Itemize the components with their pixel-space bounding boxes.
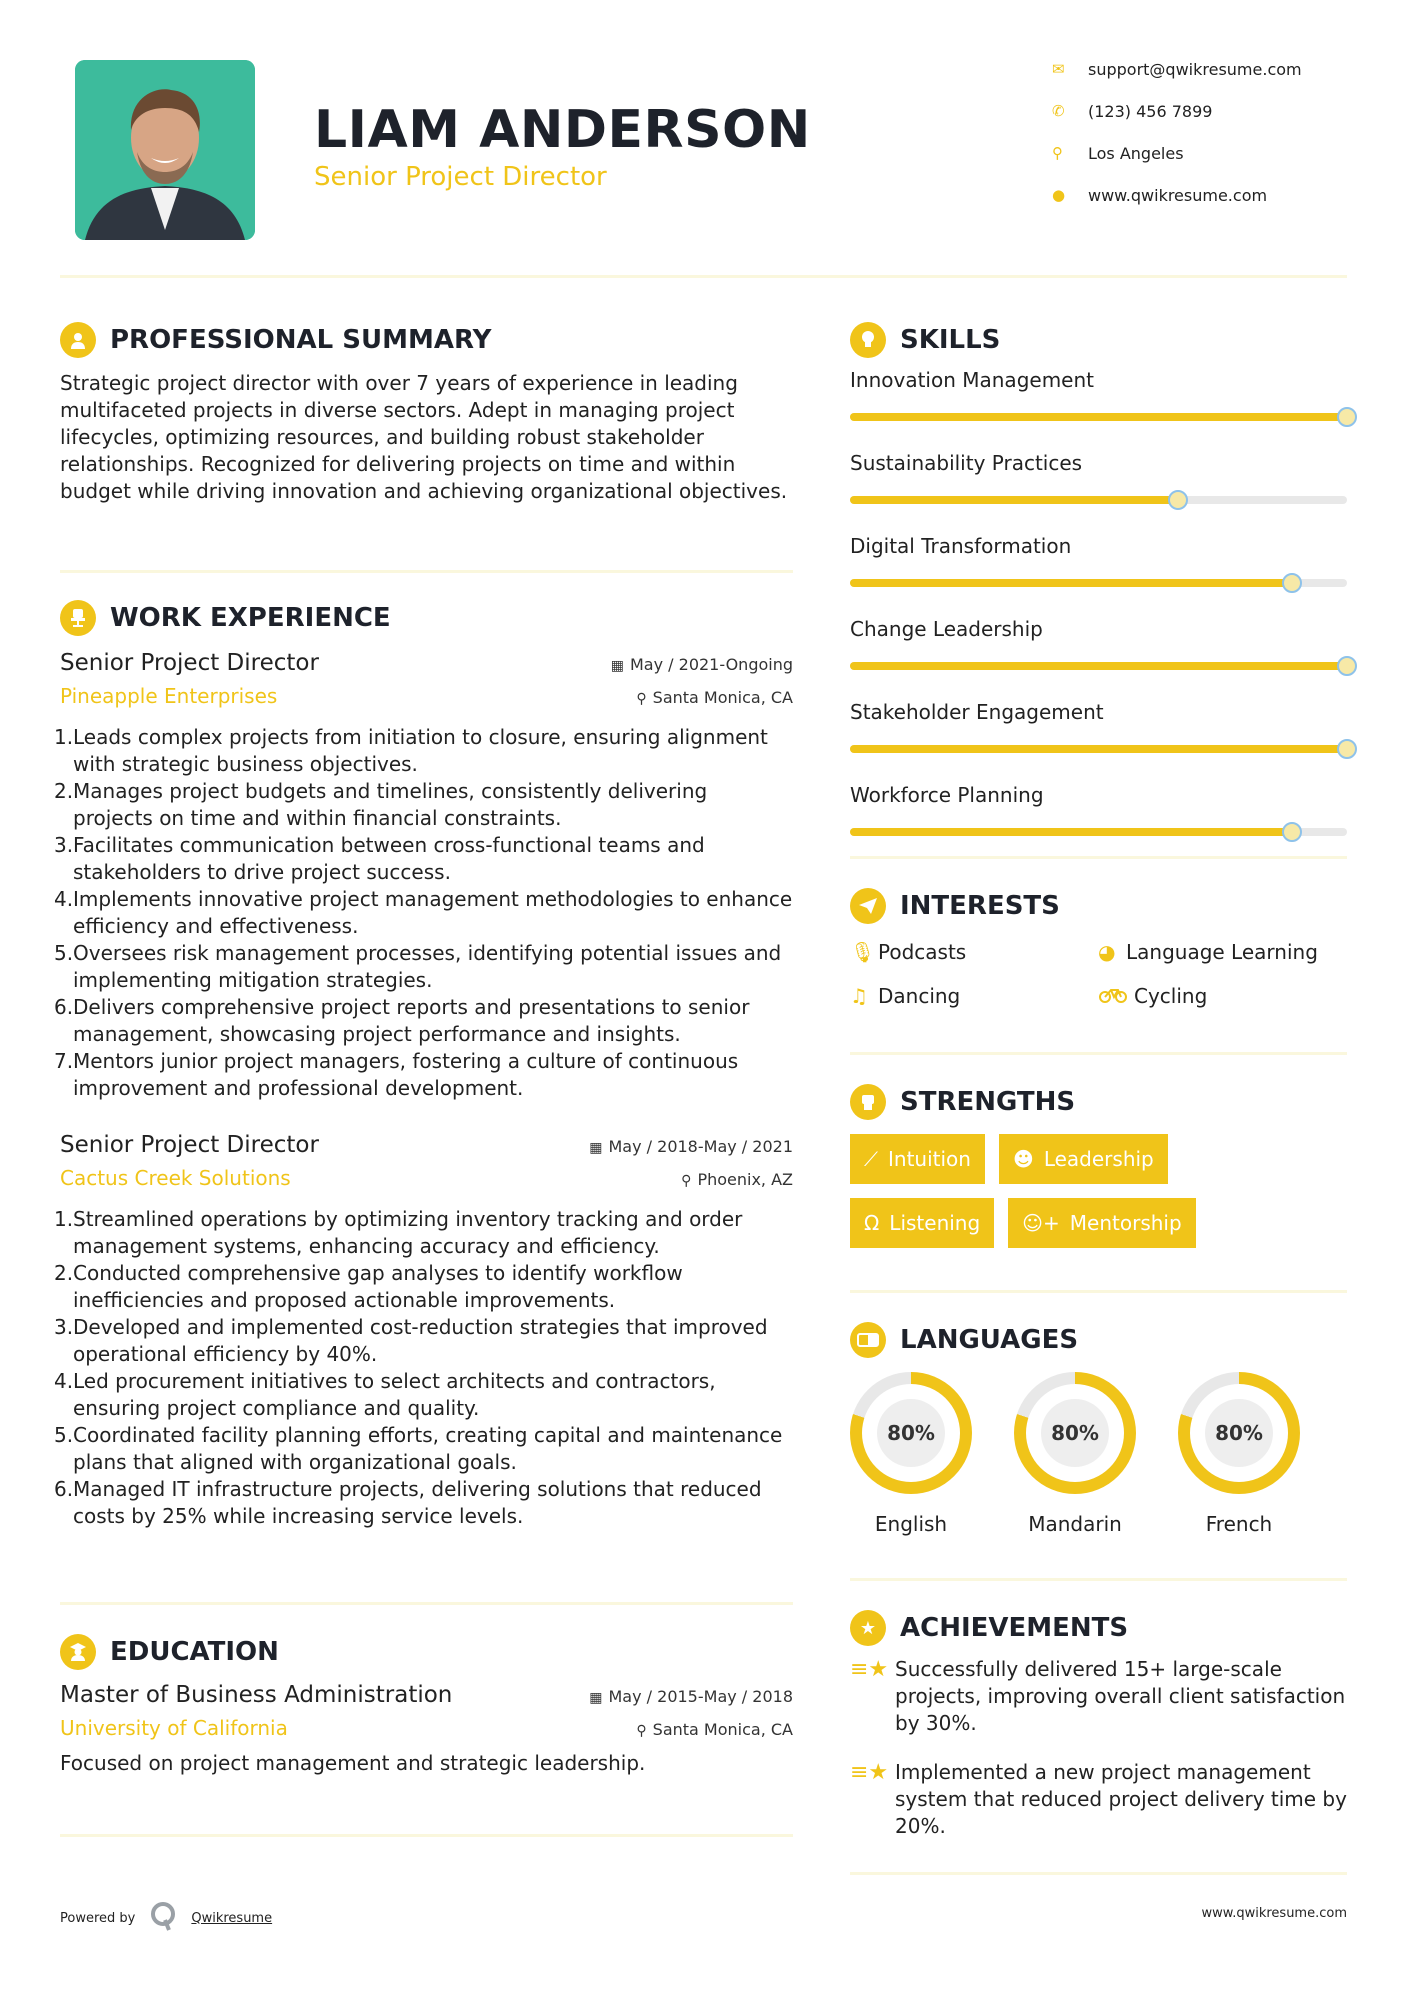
contact-phone-text: (123) 456 7899 bbox=[1088, 101, 1213, 121]
headphones-icon: Ω bbox=[864, 1211, 880, 1235]
language-ring: 80% bbox=[1014, 1372, 1136, 1494]
list-item: 2. Manages project budgets and timelines, consistently delivering projects on time and within financial constraints. bbox=[54, 779, 708, 830]
music-note-icon: ♫ bbox=[850, 984, 868, 1008]
strength-chip: ☺+ Mentorship bbox=[1008, 1198, 1196, 1248]
skill-bar bbox=[850, 745, 1347, 753]
skill-item bbox=[850, 617, 1347, 670]
work-experience-section bbox=[54, 600, 793, 1530]
skills-list bbox=[850, 368, 1347, 836]
interests-grid bbox=[850, 930, 1347, 1018]
skill-label: Change Leadership bbox=[850, 617, 1043, 641]
section-title: LANGUAGES bbox=[900, 1325, 1079, 1355]
skill-bar bbox=[850, 828, 1347, 836]
education-description: Focused on project management and strategic leadership. bbox=[60, 1751, 646, 1775]
section-title: EDUCATION bbox=[110, 1637, 279, 1667]
job-bullets bbox=[54, 724, 793, 1102]
magic-wand-icon: ⟋ bbox=[864, 1147, 878, 1171]
strength-chip: Ω Listening bbox=[850, 1198, 994, 1248]
interests-section bbox=[850, 888, 1347, 1018]
strengths-chips bbox=[850, 1134, 1347, 1262]
interest-item: ◕ Language Learning bbox=[1098, 940, 1318, 964]
education-section bbox=[60, 1634, 793, 1777]
list-item: 1. Leads complex projects from initiation to closure, ensuring alignment with strategic business objectives. bbox=[54, 725, 768, 776]
education-dates: ▦ May / 2015-May / 2018 bbox=[589, 1687, 793, 1706]
contact-email[interactable] bbox=[1050, 48, 1350, 90]
job-title: Senior Project Director bbox=[60, 1132, 319, 1158]
job-entry bbox=[54, 1132, 793, 1530]
qwikresume-logo-icon bbox=[149, 1900, 177, 1936]
users-icon: ☻ bbox=[1012, 1147, 1034, 1171]
translate-icon bbox=[850, 1322, 886, 1358]
footer-powered-by: Powered by Qwikresume bbox=[60, 1900, 272, 1936]
divider bbox=[60, 1602, 793, 1605]
list-item: 6. Delivers comprehensive project reports and presentations to senior management, showcasing project performance and insights. bbox=[54, 995, 750, 1046]
list-item: 1. Streamlined operations by optimizing inventory tracking and order management systems, enhancing accuracy and efficiency. bbox=[54, 1207, 743, 1258]
skill-bar bbox=[850, 413, 1347, 421]
pushpin-icon: ⚲ bbox=[636, 691, 647, 707]
profile-photo bbox=[75, 60, 255, 240]
office-chair-icon bbox=[60, 600, 96, 636]
job-entry bbox=[54, 650, 793, 1102]
phone-icon: ✆ bbox=[1052, 102, 1065, 120]
summary-text: Strategic project director with over 7 years of experience in leading multifaceted projects in diverse sectors. Adept in managing project lifecycles, optimizing resources, and building robust stakeholder relationships. Recognized for delivering projects on time and within budget while driving innovation and achieving organizational objectives. bbox=[60, 371, 788, 503]
globe-icon: ◕ bbox=[1098, 940, 1116, 964]
section-title: ACHIEVEMENTS bbox=[900, 1613, 1129, 1643]
degree: Master of Business Administration bbox=[60, 1682, 453, 1708]
achievement-item: ≡★ Successfully delivered 15+ large-scale projects, improving overall client satisfaction by 30%. bbox=[850, 1657, 1346, 1735]
list-item: 6. Managed IT infrastructure projects, delivering solutions that reduced costs by 25% while increasing service levels. bbox=[54, 1477, 762, 1528]
user-plus-icon: ☺+ bbox=[1022, 1211, 1060, 1235]
paper-plane-icon bbox=[850, 888, 886, 924]
list-item: 3. Facilitates communication between cross-functional teams and stakeholders to drive project success. bbox=[54, 833, 705, 884]
skill-bar bbox=[850, 662, 1347, 670]
map-pin-icon: ⚲ bbox=[1052, 144, 1063, 162]
candidate-name: LIAM ANDERSON bbox=[314, 100, 811, 160]
skill-label: Digital Transformation bbox=[850, 534, 1072, 558]
list-item: 5. Oversees risk management processes, identifying potential issues and implementing mitigation strategies. bbox=[54, 941, 782, 992]
achievements-section bbox=[850, 1610, 1347, 1862]
contact-location bbox=[1050, 132, 1350, 174]
footer-website-link[interactable]: www.qwikresume.com bbox=[1201, 1906, 1347, 1921]
calendar-icon: ▦ bbox=[589, 1140, 603, 1156]
job-title: Senior Project Director bbox=[60, 650, 319, 676]
star-icon: ≡★ bbox=[850, 1657, 889, 1682]
section-title: STRENGTHS bbox=[900, 1087, 1076, 1117]
candidate-title: Senior Project Director bbox=[314, 162, 607, 192]
contact-website-text: www.qwikresume.com bbox=[1088, 185, 1268, 205]
skill-label: Innovation Management bbox=[850, 368, 1094, 392]
language-item: 80% French bbox=[1178, 1372, 1300, 1536]
section-title: PROFESSIONAL SUMMARY bbox=[110, 325, 492, 355]
contact-location-text: Los Angeles bbox=[1088, 143, 1184, 163]
skill-item bbox=[850, 368, 1347, 421]
job-location: ⚲ Santa Monica, CA bbox=[636, 688, 793, 707]
language-ring: 80% bbox=[1178, 1372, 1300, 1494]
list-item: 4. Implements innovative project management methodologies to enhance efficiency and effectiveness. bbox=[54, 887, 793, 938]
pushpin-icon: ⚲ bbox=[681, 1173, 692, 1189]
bicycle-icon bbox=[1098, 984, 1134, 1008]
user-icon bbox=[60, 322, 96, 358]
language-item: 80% Mandarin bbox=[1014, 1372, 1136, 1536]
strength-chip: ⟋ Intuition bbox=[850, 1134, 985, 1184]
divider bbox=[60, 1834, 793, 1837]
section-title: INTERESTS bbox=[900, 891, 1060, 921]
star-icon: ≡★ bbox=[850, 1760, 889, 1785]
contact-list bbox=[1050, 48, 1350, 216]
language-item: 80% English bbox=[850, 1372, 972, 1536]
skill-label: Stakeholder Engagement bbox=[850, 700, 1104, 724]
achievement-item: ≡★ Implemented a new project management system that reduced project delivery time by 20%. bbox=[850, 1760, 1347, 1838]
person-silhouette-icon bbox=[75, 60, 255, 240]
envelope-icon: ✉ bbox=[1052, 60, 1065, 78]
contact-email-text: support@qwikresume.com bbox=[1088, 59, 1302, 79]
education-location: ⚲ Santa Monica, CA bbox=[636, 1720, 793, 1739]
skill-label: Workforce Planning bbox=[850, 783, 1044, 807]
divider bbox=[850, 1872, 1347, 1875]
list-item: 7. Mentors junior project managers, fostering a culture of continuous improvement and professional development. bbox=[54, 1049, 739, 1100]
achievements-list bbox=[850, 1656, 1347, 1840]
languages-section bbox=[850, 1322, 1347, 1536]
interest-item: 🎙︎ Podcasts bbox=[850, 940, 967, 964]
strength-chip: ☻ Leadership bbox=[999, 1134, 1168, 1184]
divider bbox=[850, 1578, 1347, 1581]
strengths-section bbox=[850, 1084, 1347, 1262]
list-item: 2. Conducted comprehensive gap analyses to identify workflow inefficiencies and proposed actionable improvements. bbox=[54, 1261, 683, 1312]
divider bbox=[850, 1052, 1347, 1055]
skills-section bbox=[850, 322, 1347, 866]
skill-item bbox=[850, 451, 1347, 504]
company-name: Cactus Creek Solutions bbox=[60, 1166, 291, 1190]
languages-list bbox=[850, 1372, 1347, 1536]
language-ring: 80% bbox=[850, 1372, 972, 1494]
divider bbox=[850, 1290, 1347, 1293]
contact-website[interactable] bbox=[1050, 174, 1350, 216]
job-bullets bbox=[54, 1206, 793, 1530]
company-name: Pineapple Enterprises bbox=[60, 684, 278, 708]
list-item: 4. Led procurement initiatives to select architects and contractors, ensuring project compliance and quality. bbox=[54, 1369, 716, 1420]
skill-item bbox=[850, 700, 1347, 753]
job-dates: ▦ May / 2018-May / 2021 bbox=[589, 1137, 793, 1156]
graduate-icon bbox=[60, 1634, 96, 1670]
skill-bar bbox=[850, 496, 1347, 504]
microphone-icon: 🎙︎ bbox=[850, 940, 876, 964]
skill-item bbox=[850, 534, 1347, 587]
pushpin-icon: ⚲ bbox=[636, 1723, 647, 1739]
calendar-icon: ▦ bbox=[589, 1690, 603, 1706]
calendar-icon: ▦ bbox=[610, 658, 624, 674]
skill-item bbox=[850, 783, 1347, 836]
job-dates: ▦ May / 2021-Ongoing bbox=[610, 655, 793, 674]
skill-label: Sustainability Practices bbox=[850, 451, 1083, 475]
fist-icon bbox=[850, 1084, 886, 1120]
list-item: 3. Developed and implemented cost-reduction strategies that improved operational efficiency by 40%. bbox=[54, 1315, 768, 1366]
list-item: 5. Coordinated facility planning efforts, creating capital and maintenance plans that aligned with organizational goals. bbox=[54, 1423, 783, 1474]
header-divider bbox=[60, 275, 1347, 278]
job-location: ⚲ Phoenix, AZ bbox=[681, 1170, 793, 1189]
professional-summary-section bbox=[60, 322, 793, 505]
lightbulb-icon bbox=[850, 322, 886, 358]
contact-phone[interactable] bbox=[1050, 90, 1350, 132]
section-title: WORK EXPERIENCE bbox=[110, 603, 391, 633]
star-icon: ★ bbox=[850, 1610, 886, 1646]
section-title: SKILLS bbox=[900, 325, 1001, 355]
school-name: University of California bbox=[60, 1716, 288, 1740]
globe-icon: ● bbox=[1052, 186, 1066, 204]
skill-bar bbox=[850, 579, 1347, 587]
interest-item: Cycling bbox=[1098, 974, 1347, 1018]
divider bbox=[850, 856, 1347, 859]
divider bbox=[60, 570, 793, 573]
qwikresume-link[interactable]: Qwikresume bbox=[191, 1910, 273, 1926]
interest-item: ♫ Dancing bbox=[850, 984, 961, 1008]
